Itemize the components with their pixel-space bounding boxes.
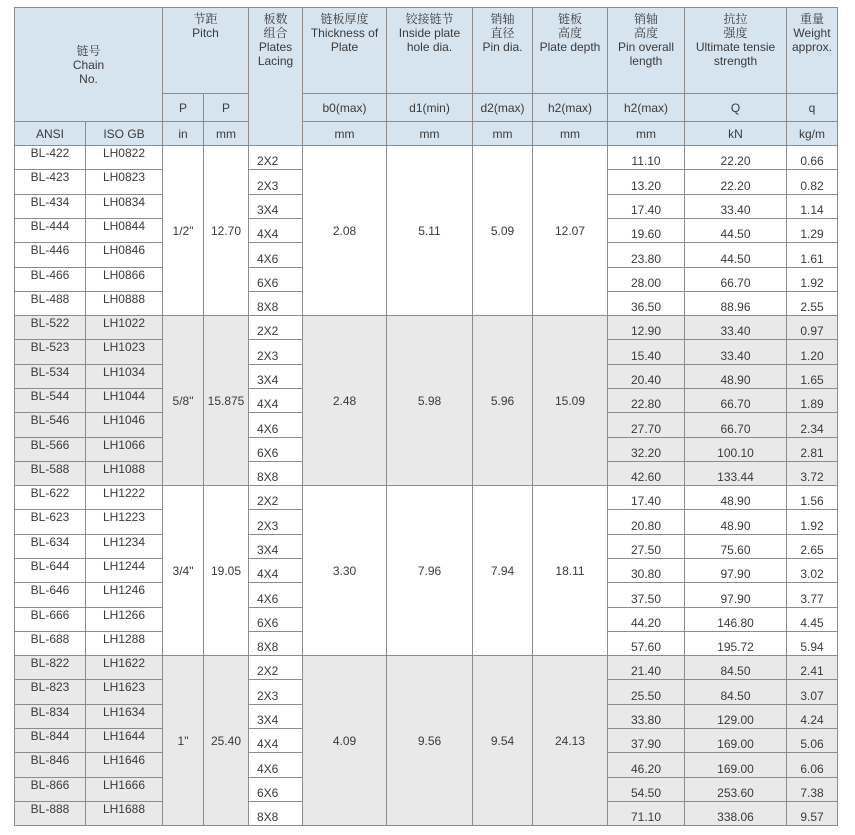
plates-lacing: 8X8	[249, 802, 303, 826]
pin-overall-length: 12.90	[608, 316, 685, 340]
symbol-d2: d2(max)	[473, 94, 533, 122]
iso-gb-chain-no: LH1223	[86, 510, 163, 535]
pin-overall-length: 11.10	[608, 146, 685, 170]
weight: 5.94	[787, 632, 838, 656]
pin-overall-length: 20.80	[608, 510, 685, 535]
pitch-in: 1/2"	[163, 146, 204, 316]
ultimate-strength: 133.44	[685, 462, 787, 486]
iso-gb-chain-no: LH1266	[86, 608, 163, 632]
pin-overall-length: 54.50	[608, 778, 685, 802]
ansi-chain-no: BL-822	[15, 656, 86, 680]
plates-lacing: 4X6	[249, 243, 303, 268]
table-row	[15, 656, 838, 680]
plates-lacing: 6X6	[249, 778, 303, 802]
ansi-chain-no: BL-666	[15, 608, 86, 632]
weight: 1.92	[787, 510, 838, 535]
plates-lacing: 2X2	[249, 146, 303, 170]
weight: 1.14	[787, 195, 838, 219]
ultimate-strength: 33.40	[685, 195, 787, 219]
iso-gb-chain-no: LH1644	[86, 729, 163, 753]
ultimate-strength: 84.50	[685, 680, 787, 705]
iso-gb-chain-no: LH1622	[86, 656, 163, 680]
plates-lacing: 2X3	[249, 340, 303, 365]
weight: 2.34	[787, 413, 838, 438]
header-chain-no: 链号 Chain No.	[15, 8, 163, 122]
ultimate-strength: 48.90	[685, 486, 787, 510]
symbol-p-mm: P	[204, 94, 249, 122]
plates-lacing: 6X6	[249, 268, 303, 292]
plates-lacing: 3X4	[249, 705, 303, 729]
plates-lacing: 4X4	[249, 729, 303, 753]
unit-isogb: ISO GB	[86, 122, 163, 146]
header-weight: 重量 Weight approx.	[787, 8, 838, 94]
plates-lacing: 8X8	[249, 462, 303, 486]
plates-lacing: 3X4	[249, 365, 303, 389]
header-plate-depth: 链板 高度 Plate depth	[533, 8, 608, 94]
ultimate-strength: 66.70	[685, 268, 787, 292]
plates-lacing: 2X2	[249, 486, 303, 510]
plates-lacing: 3X4	[249, 195, 303, 219]
plates-lacing: 4X6	[249, 583, 303, 608]
pin-overall-length: 42.60	[608, 462, 685, 486]
ansi-chain-no: BL-446	[15, 243, 86, 268]
iso-gb-chain-no: LH1646	[86, 753, 163, 778]
header-plates-lacing: 板数 组合 Plates Lacing	[249, 8, 303, 146]
plates-lacing: 6X6	[249, 608, 303, 632]
iso-gb-chain-no: LH0834	[86, 195, 163, 219]
plates-lacing: 2X2	[249, 656, 303, 680]
ansi-chain-no: BL-888	[15, 802, 86, 826]
symbol-b0: b0(max)	[303, 94, 387, 122]
iso-gb-chain-no: LH1044	[86, 389, 163, 413]
ansi-chain-no: BL-466	[15, 268, 86, 292]
chain-spec-table	[14, 7, 838, 826]
weight: 0.97	[787, 316, 838, 340]
ultimate-strength: 33.40	[685, 316, 787, 340]
unit-row	[15, 122, 838, 146]
pin-overall-length: 13.20	[608, 170, 685, 195]
pin-overall-length: 46.20	[608, 753, 685, 778]
plates-lacing: 4X4	[249, 389, 303, 413]
symbol-p-in: P	[163, 94, 204, 122]
symbol-d1: d1(min)	[387, 94, 473, 122]
weight: 1.92	[787, 268, 838, 292]
pin-overall-length: 33.80	[608, 705, 685, 729]
weight: 1.65	[787, 365, 838, 389]
pin-overall-length: 21.40	[608, 656, 685, 680]
weight: 1.20	[787, 340, 838, 365]
ansi-chain-no: BL-688	[15, 632, 86, 656]
ultimate-strength: 169.00	[685, 753, 787, 778]
ansi-chain-no: BL-523	[15, 340, 86, 365]
ultimate-strength: 22.20	[685, 146, 787, 170]
iso-gb-chain-no: LH1288	[86, 632, 163, 656]
plate-depth: 15.09	[533, 316, 608, 486]
inside-hole-dia: 7.96	[387, 486, 473, 656]
unit-kgm: kg/m	[787, 122, 838, 146]
table-row	[15, 316, 838, 340]
weight: 3.72	[787, 462, 838, 486]
header-pitch: 节距 Pitch	[163, 8, 249, 94]
ultimate-strength: 66.70	[685, 389, 787, 413]
symbol-q-weight: q	[787, 94, 838, 122]
pin-overall-length: 15.40	[608, 340, 685, 365]
iso-gb-chain-no: LH0846	[86, 243, 163, 268]
pitch-in: 3/4"	[163, 486, 204, 656]
pin-overall-length: 30.80	[608, 559, 685, 583]
header-thickness: 链板厚度 Thickness of Plate	[303, 8, 387, 94]
pin-overall-length: 37.50	[608, 583, 685, 608]
ultimate-strength: 84.50	[685, 656, 787, 680]
ultimate-strength: 88.96	[685, 292, 787, 316]
ansi-chain-no: BL-546	[15, 413, 86, 438]
pin-overall-length: 36.50	[608, 292, 685, 316]
ultimate-strength: 44.50	[685, 243, 787, 268]
symbol-h2-length: h2(max)	[608, 94, 685, 122]
plates-lacing: 2X3	[249, 680, 303, 705]
ultimate-strength: 33.40	[685, 340, 787, 365]
unit-ansi: ANSI	[15, 122, 86, 146]
plates-lacing: 2X3	[249, 510, 303, 535]
header-row	[15, 8, 838, 94]
plates-lacing: 4X6	[249, 753, 303, 778]
iso-gb-chain-no: LH1022	[86, 316, 163, 340]
plate-depth: 18.11	[533, 486, 608, 656]
plates-lacing: 3X4	[249, 535, 303, 559]
pitch-mm: 12.70	[204, 146, 249, 316]
ultimate-strength: 75.60	[685, 535, 787, 559]
iso-gb-chain-no: LH0844	[86, 219, 163, 243]
plate-depth: 12.07	[533, 146, 608, 316]
ansi-chain-no: BL-834	[15, 705, 86, 729]
pin-overall-length: 17.40	[608, 486, 685, 510]
weight: 2.81	[787, 438, 838, 462]
inside-hole-dia: 5.98	[387, 316, 473, 486]
pin-dia: 5.09	[473, 146, 533, 316]
ultimate-strength: 22.20	[685, 170, 787, 195]
weight: 1.89	[787, 389, 838, 413]
iso-gb-chain-no: LH0866	[86, 268, 163, 292]
ansi-chain-no: BL-622	[15, 486, 86, 510]
weight: 7.38	[787, 778, 838, 802]
pin-overall-length: 57.60	[608, 632, 685, 656]
weight: 3.77	[787, 583, 838, 608]
ansi-chain-no: BL-844	[15, 729, 86, 753]
pin-overall-length: 17.40	[608, 195, 685, 219]
iso-gb-chain-no: LH1634	[86, 705, 163, 729]
pin-overall-length: 71.10	[608, 802, 685, 826]
ansi-chain-no: BL-588	[15, 462, 86, 486]
iso-gb-chain-no: LH1246	[86, 583, 163, 608]
ansi-chain-no: BL-444	[15, 219, 86, 243]
ansi-chain-no: BL-644	[15, 559, 86, 583]
pin-overall-length: 28.00	[608, 268, 685, 292]
iso-gb-chain-no: LH1066	[86, 438, 163, 462]
ultimate-strength: 97.90	[685, 559, 787, 583]
ansi-chain-no: BL-488	[15, 292, 86, 316]
weight: 1.56	[787, 486, 838, 510]
plates-lacing: 6X6	[249, 438, 303, 462]
plate-thickness: 3.30	[303, 486, 387, 656]
unit-mm-thickness: mm	[303, 122, 387, 146]
ansi-chain-no: BL-646	[15, 583, 86, 608]
weight: 1.61	[787, 243, 838, 268]
ultimate-strength: 44.50	[685, 219, 787, 243]
weight: 1.29	[787, 219, 838, 243]
ultimate-strength: 48.90	[685, 510, 787, 535]
ansi-chain-no: BL-423	[15, 170, 86, 195]
unit-in: in	[163, 122, 204, 146]
ansi-chain-no: BL-823	[15, 680, 86, 705]
weight: 9.57	[787, 802, 838, 826]
iso-gb-chain-no: LH1023	[86, 340, 163, 365]
pitch-mm: 25.40	[204, 656, 249, 826]
iso-gb-chain-no: LH1088	[86, 462, 163, 486]
ultimate-strength: 66.70	[685, 413, 787, 438]
pin-dia: 7.94	[473, 486, 533, 656]
table-body	[15, 146, 838, 826]
table-row	[15, 146, 838, 170]
ultimate-strength: 129.00	[685, 705, 787, 729]
weight: 0.82	[787, 170, 838, 195]
ultimate-strength: 338.06	[685, 802, 787, 826]
iso-gb-chain-no: LH0888	[86, 292, 163, 316]
plates-lacing: 4X4	[249, 219, 303, 243]
ansi-chain-no: BL-534	[15, 365, 86, 389]
weight: 2.55	[787, 292, 838, 316]
inside-hole-dia: 9.56	[387, 656, 473, 826]
pitch-in: 1"	[163, 656, 204, 826]
pin-overall-length: 32.20	[608, 438, 685, 462]
unit-kn: kN	[685, 122, 787, 146]
ultimate-strength: 97.90	[685, 583, 787, 608]
iso-gb-chain-no: LH0822	[86, 146, 163, 170]
iso-gb-chain-no: LH1046	[86, 413, 163, 438]
pin-overall-length: 23.80	[608, 243, 685, 268]
unit-mm-length: mm	[608, 122, 685, 146]
ultimate-strength: 195.72	[685, 632, 787, 656]
pin-overall-length: 19.60	[608, 219, 685, 243]
ultimate-strength: 48.90	[685, 365, 787, 389]
plate-thickness: 2.48	[303, 316, 387, 486]
ansi-chain-no: BL-566	[15, 438, 86, 462]
ansi-chain-no: BL-544	[15, 389, 86, 413]
pin-overall-length: 25.50	[608, 680, 685, 705]
pin-overall-length: 44.20	[608, 608, 685, 632]
pitch-in: 5/8"	[163, 316, 204, 486]
plates-lacing: 4X6	[249, 413, 303, 438]
pin-overall-length: 27.50	[608, 535, 685, 559]
weight: 2.41	[787, 656, 838, 680]
weight: 6.06	[787, 753, 838, 778]
ansi-chain-no: BL-422	[15, 146, 86, 170]
weight: 3.02	[787, 559, 838, 583]
weight: 4.45	[787, 608, 838, 632]
header-strength: 抗拉 强度 Ultimate tensie strength	[685, 8, 787, 94]
iso-gb-chain-no: LH0823	[86, 170, 163, 195]
plates-lacing: 2X3	[249, 170, 303, 195]
iso-gb-chain-no: LH1244	[86, 559, 163, 583]
iso-gb-chain-no: LH1688	[86, 802, 163, 826]
iso-gb-chain-no: LH1623	[86, 680, 163, 705]
plate-depth: 24.13	[533, 656, 608, 826]
plates-lacing: 2X2	[249, 316, 303, 340]
ansi-chain-no: BL-623	[15, 510, 86, 535]
ansi-chain-no: BL-522	[15, 316, 86, 340]
ansi-chain-no: BL-634	[15, 535, 86, 559]
ansi-chain-no: BL-434	[15, 195, 86, 219]
header-pin-dia: 销轴 直径 Pin dia.	[473, 8, 533, 94]
ansi-chain-no: BL-846	[15, 753, 86, 778]
plate-thickness: 4.09	[303, 656, 387, 826]
unit-mm-depth: mm	[533, 122, 608, 146]
pitch-mm: 15.875	[204, 316, 249, 486]
unit-mm-hole: mm	[387, 122, 473, 146]
weight: 5.06	[787, 729, 838, 753]
pin-overall-length: 20.40	[608, 365, 685, 389]
symbol-q-strength: Q	[685, 94, 787, 122]
weight: 3.07	[787, 680, 838, 705]
ultimate-strength: 100.10	[685, 438, 787, 462]
inside-hole-dia: 5.11	[387, 146, 473, 316]
pin-overall-length: 22.80	[608, 389, 685, 413]
header-inside-hole: 铰接链节 Inside plate hole dia.	[387, 8, 473, 94]
ultimate-strength: 146.80	[685, 608, 787, 632]
plate-thickness: 2.08	[303, 146, 387, 316]
iso-gb-chain-no: LH1034	[86, 365, 163, 389]
plates-lacing: 4X4	[249, 559, 303, 583]
plates-lacing: 8X8	[249, 632, 303, 656]
plates-lacing: 8X8	[249, 292, 303, 316]
unit-mm-pitch: mm	[204, 122, 249, 146]
pitch-mm: 19.05	[204, 486, 249, 656]
pin-overall-length: 27.70	[608, 413, 685, 438]
iso-gb-chain-no: LH1666	[86, 778, 163, 802]
weight: 2.65	[787, 535, 838, 559]
ultimate-strength: 169.00	[685, 729, 787, 753]
weight: 0.66	[787, 146, 838, 170]
pin-overall-length: 37.90	[608, 729, 685, 753]
iso-gb-chain-no: LH1222	[86, 486, 163, 510]
header-pin-length: 销轴 高度 Pin overall length	[608, 8, 685, 94]
table-row	[15, 486, 838, 510]
pin-dia: 5.96	[473, 316, 533, 486]
ultimate-strength: 253.60	[685, 778, 787, 802]
unit-mm-pin: mm	[473, 122, 533, 146]
ansi-chain-no: BL-866	[15, 778, 86, 802]
symbol-h2-depth: h2(max)	[533, 94, 608, 122]
pin-dia: 9.54	[473, 656, 533, 826]
weight: 4.24	[787, 705, 838, 729]
iso-gb-chain-no: LH1234	[86, 535, 163, 559]
